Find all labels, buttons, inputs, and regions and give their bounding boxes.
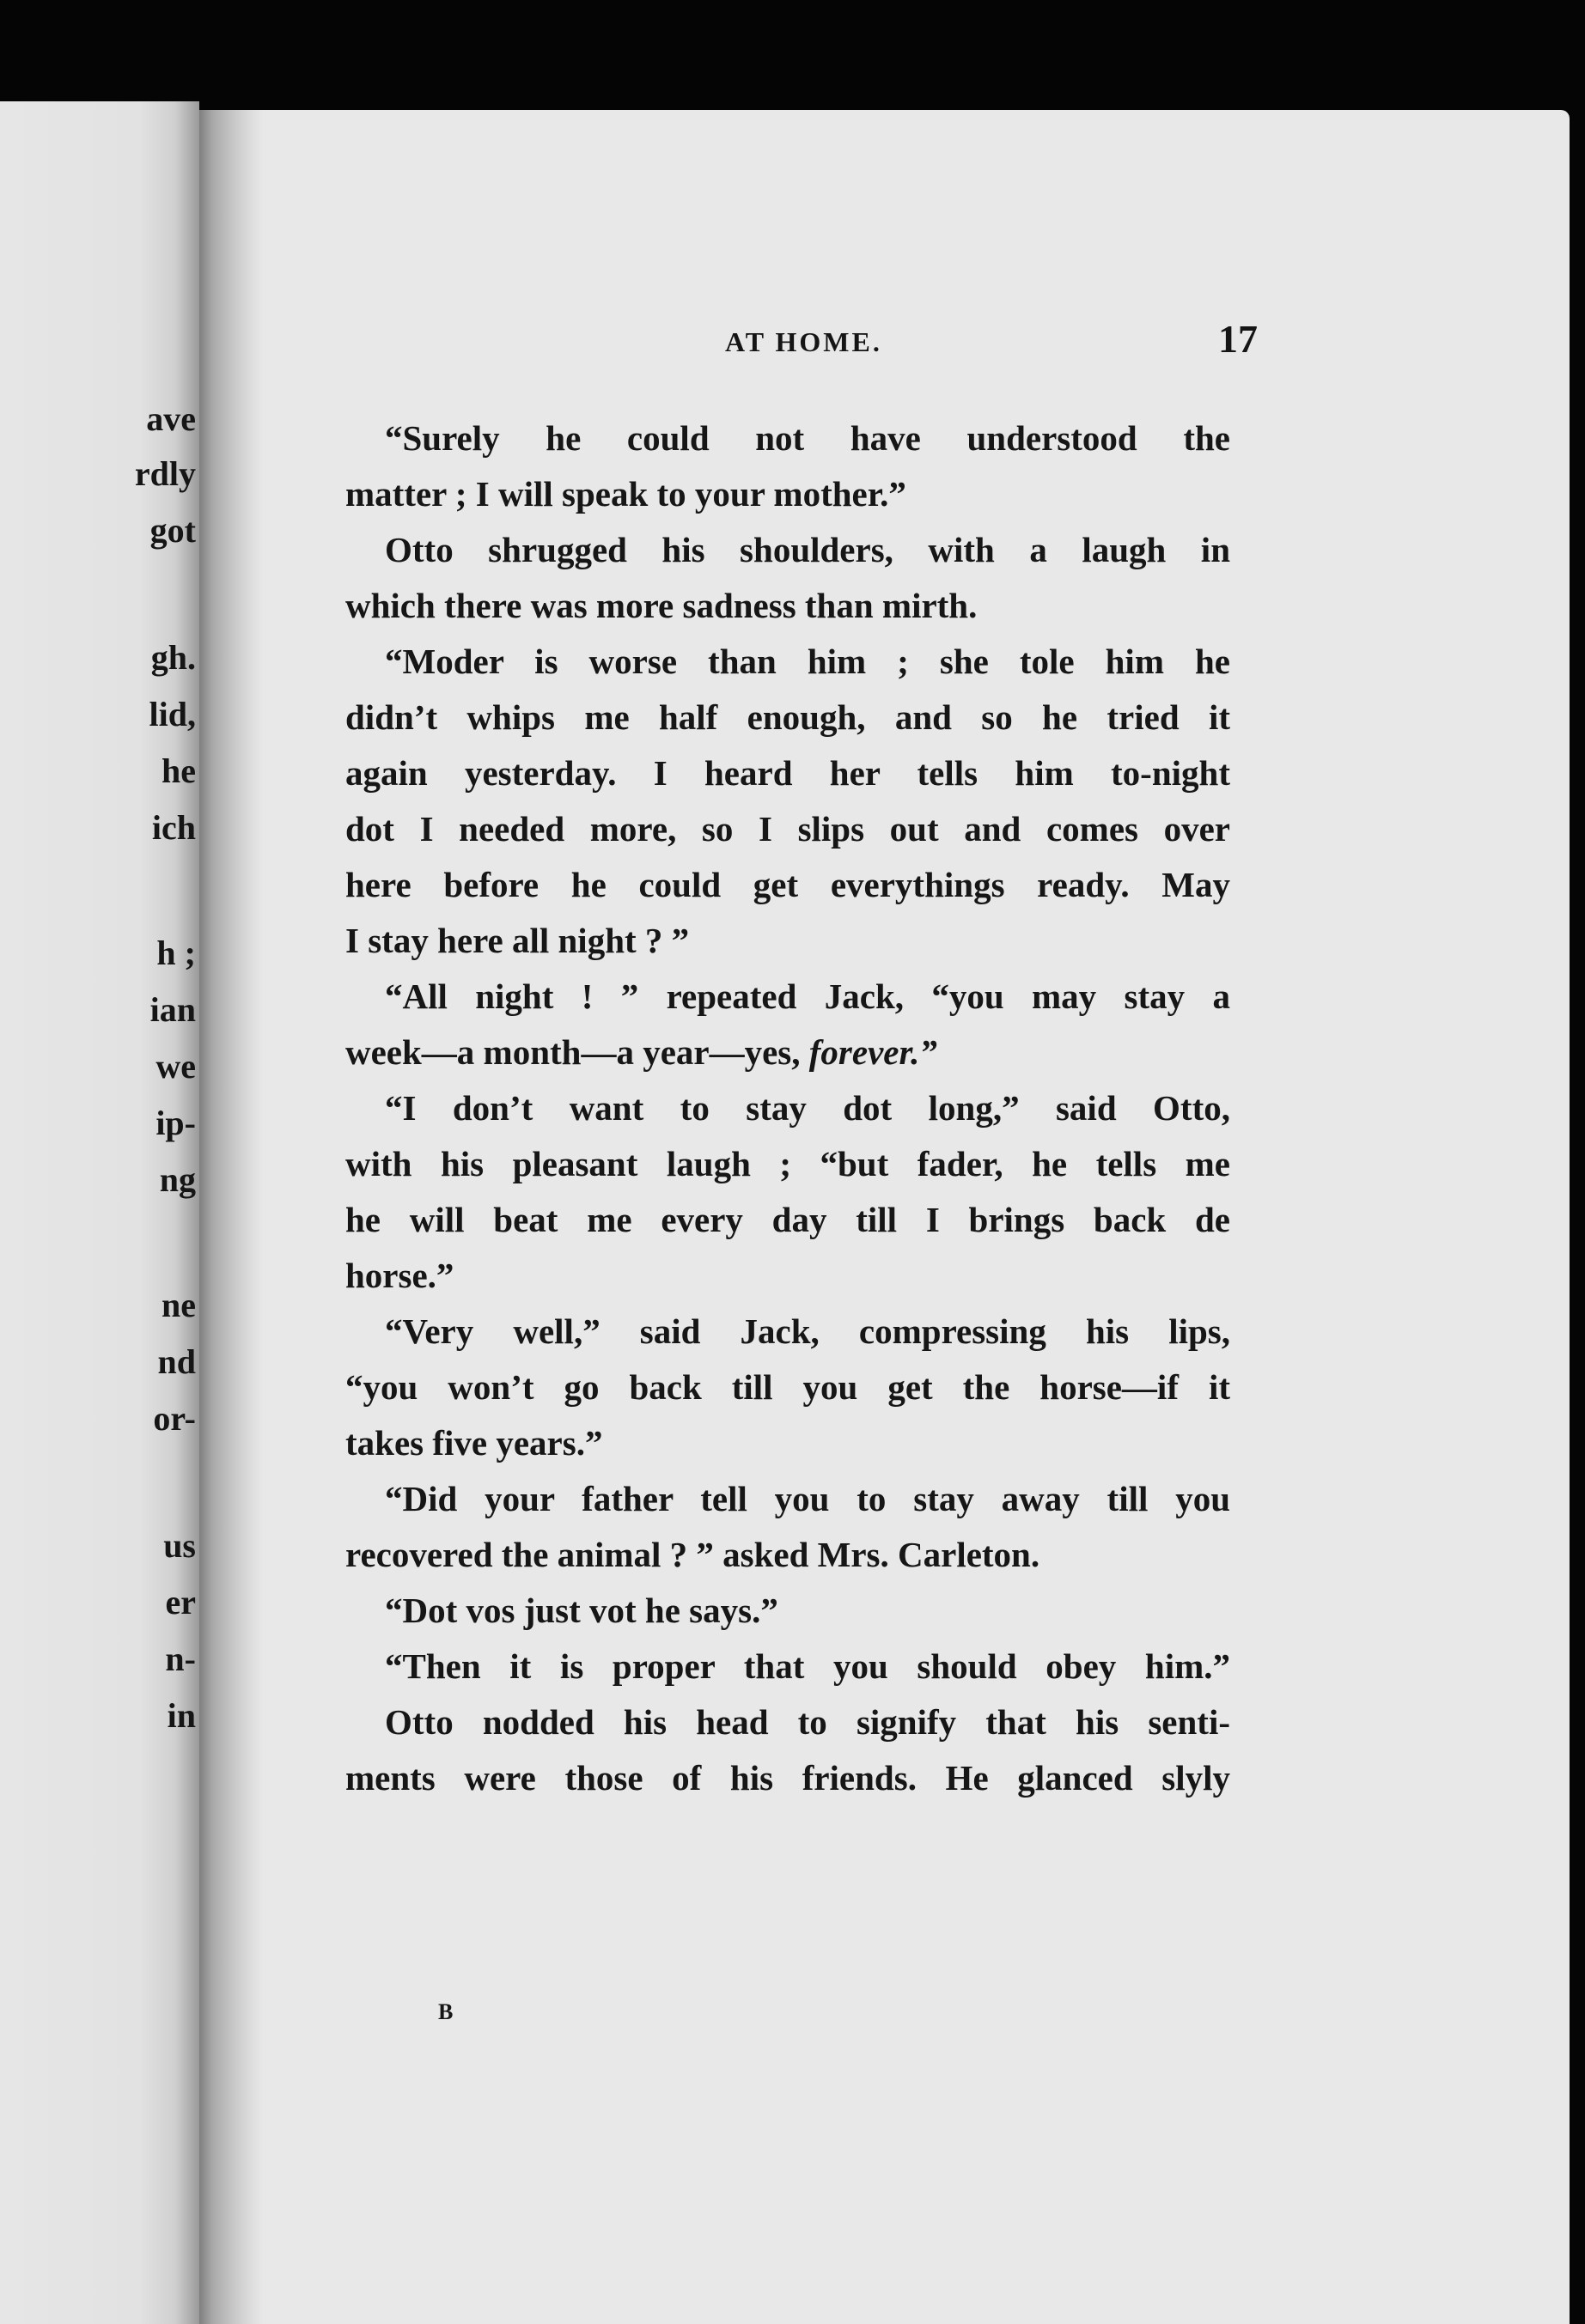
left-page-fragment: ian <box>149 990 196 1029</box>
book-page <box>199 110 1570 2324</box>
text-line: “Moder is worse than him ; she tole him he <box>385 642 1230 681</box>
left-page-fragment: n- <box>165 1640 196 1678</box>
text-line: didn’t whips me half enough, and so he tried it <box>345 697 1230 737</box>
text-line: recovered the animal ? ” asked Mrs. Carleton. <box>345 1535 1040 1574</box>
text-line: “I don’t want to stay dot long,” said Otto, <box>385 1088 1230 1128</box>
text-line: “Very well,” said Jack, compressing his lips, <box>385 1311 1230 1351</box>
text-line: “Dot vos just vot he says.” <box>385 1591 778 1630</box>
left-page-fragment: or- <box>153 1399 196 1438</box>
text-line: again yesterday. I heard her tells him to-night <box>345 753 1230 793</box>
left-page-fragment: ne <box>162 1286 196 1324</box>
text-line: here before he could get everythings ready. May <box>345 865 1230 904</box>
left-page-fragment: he <box>162 751 196 790</box>
left-page-edge <box>0 101 199 2324</box>
body-text <box>345 411 1230 1806</box>
text-line: dot I needed more, so I slips out and comes over <box>345 809 1230 849</box>
text-line: “All night ! ” repeated Jack, “you may stay a <box>385 976 1230 1016</box>
text-line: “Then it is proper that you should obey him.” <box>385 1646 1230 1686</box>
text-line-segment: week—a month—a year—yes, <box>345 1032 801 1072</box>
left-page-fragment: we <box>155 1047 196 1086</box>
text-line: “you won’t go back till you get the horse—if it <box>345 1367 1230 1407</box>
text-line: matter ; I will speak to your mother.” <box>345 474 906 514</box>
left-page-fragment: h ; <box>156 934 196 972</box>
text-line: with his pleasant laugh ; “but fader, he tells me <box>345 1144 1230 1183</box>
text-line: takes five years.” <box>345 1423 603 1463</box>
left-page-fragment: lid, <box>149 695 196 733</box>
text-line: “Surely he could not have understood the <box>385 418 1230 458</box>
text-line: he will beat me every day till I brings back de <box>345 1200 1230 1239</box>
text-line: horse.” <box>345 1256 454 1295</box>
page-number: 17 <box>1218 317 1258 361</box>
text-line: ments were those of his friends. He glanced slyly <box>345 1758 1230 1798</box>
page-gutter-shadow <box>199 110 264 2324</box>
signature-mark: B <box>438 1999 454 2024</box>
text-line: I stay here all night ? ” <box>345 921 690 960</box>
left-page-fragment: in <box>167 1696 196 1735</box>
text-line: which there was more sadness than mirth. <box>345 586 978 625</box>
text-line: Otto nodded his head to signify that his senti- <box>385 1702 1230 1742</box>
text-line <box>345 1025 1230 1080</box>
left-page-fragment: ich <box>151 808 196 847</box>
left-page-fragment: us <box>163 1526 196 1565</box>
left-page-fragment: er <box>165 1583 196 1621</box>
left-page-fragment: gh. <box>150 638 196 677</box>
italic-word: forever.” <box>808 1032 937 1072</box>
left-page-fragment: got <box>149 511 196 550</box>
left-page-fragment: rdly <box>134 454 196 493</box>
left-page-fragment: ip- <box>155 1104 196 1142</box>
left-page-fragment: ng <box>159 1160 196 1199</box>
running-head: AT HOME. <box>725 326 882 357</box>
left-page-fragment: nd <box>157 1342 196 1381</box>
text-line: “Did your father tell you to stay away till you <box>385 1479 1230 1518</box>
left-page-fragment: ave <box>146 399 196 438</box>
text-line: Otto shrugged his shoulders, with a laugh in <box>385 530 1230 569</box>
